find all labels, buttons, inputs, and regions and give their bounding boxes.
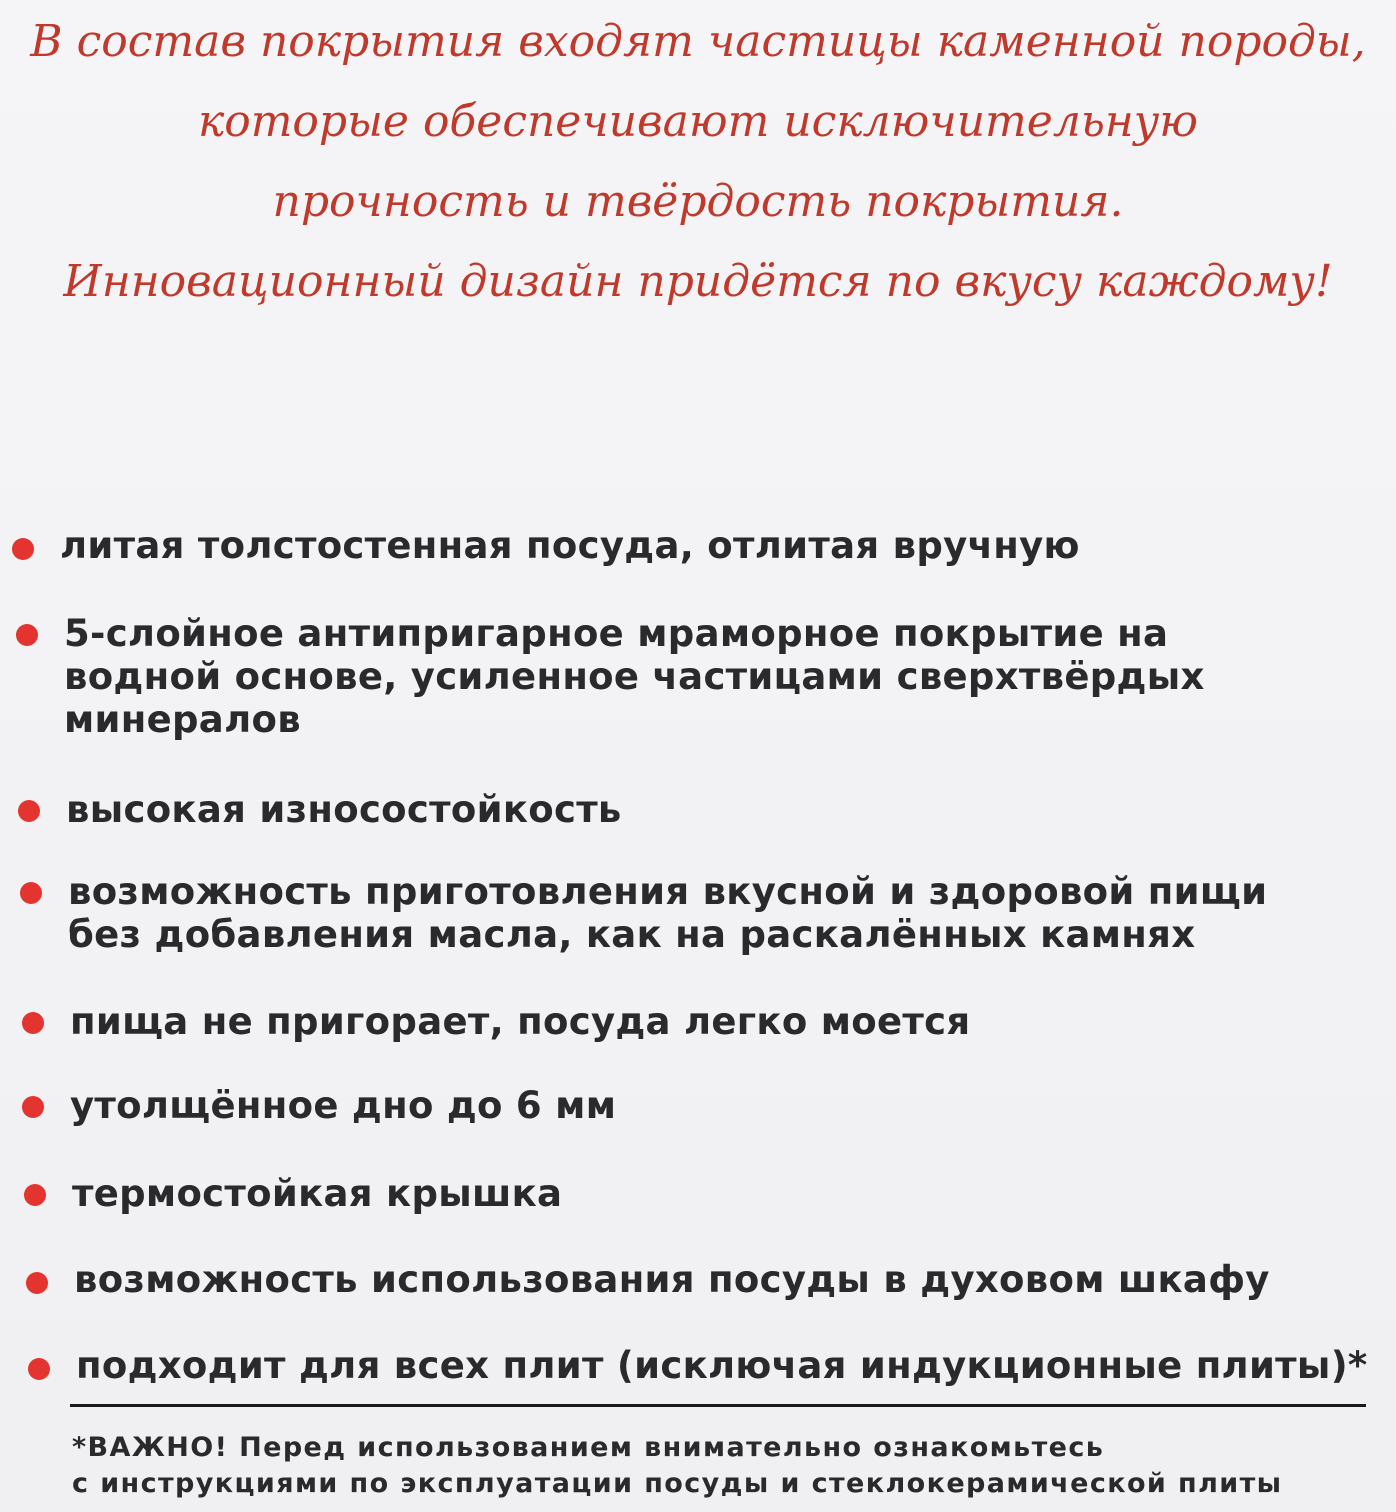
feature-text: пища не пригорает, посуда легко моется (70, 1000, 971, 1043)
bullet-icon (16, 624, 38, 646)
intro-line-4: Инновационный дизайн придётся по вкусу каждому! (63, 256, 1333, 307)
feature-text: 5-слойное антипригарное мраморное покрытие на водной основе, усиленное частицами сверхтвёрдых минералов (64, 612, 1205, 741)
note-line-1: *ВАЖНО! Перед использованием внимательно ознакомьтесь (72, 1432, 1105, 1463)
bullet-icon (18, 800, 40, 822)
feature-text: подходит для всех плит (исключая индукционные плиты)* (76, 1344, 1368, 1387)
bullet-icon (22, 1096, 44, 1118)
bullet-icon (12, 538, 34, 560)
feature-text: термостойкая крышка (72, 1172, 563, 1215)
intro-line-3: прочность и твёрдость покрытия. (272, 176, 1124, 227)
bullet-icon (22, 1012, 44, 1034)
intro-line-1: В состав покрытия входят частицы каменной породы, (30, 16, 1366, 67)
bullet-icon (24, 1184, 46, 1206)
feature-text: высокая износостойкость (66, 788, 622, 831)
feature-text: возможность использования посуды в духовом шкафу (74, 1258, 1270, 1301)
feature-text: возможность приготовления вкусной и здоровой пищи без добавления масла, как на раскалённых камнях (68, 870, 1268, 956)
important-note (72, 1430, 1372, 1502)
feature-text: литая толстостенная посуда, отлитая вручную (60, 524, 1080, 567)
bullet-icon (20, 882, 42, 904)
feature-text: утолщённое дно до 6 мм (70, 1084, 617, 1127)
intro-script-text (0, 0, 1396, 322)
divider-line (70, 1404, 1366, 1407)
note-line-2: с инструкциями по эксплуатации посуды и стеклокерамической плиты (72, 1468, 1283, 1499)
bullet-icon (26, 1272, 48, 1294)
intro-line-2: которые обеспечивают исключительную (197, 96, 1199, 147)
bullet-icon (28, 1358, 50, 1380)
